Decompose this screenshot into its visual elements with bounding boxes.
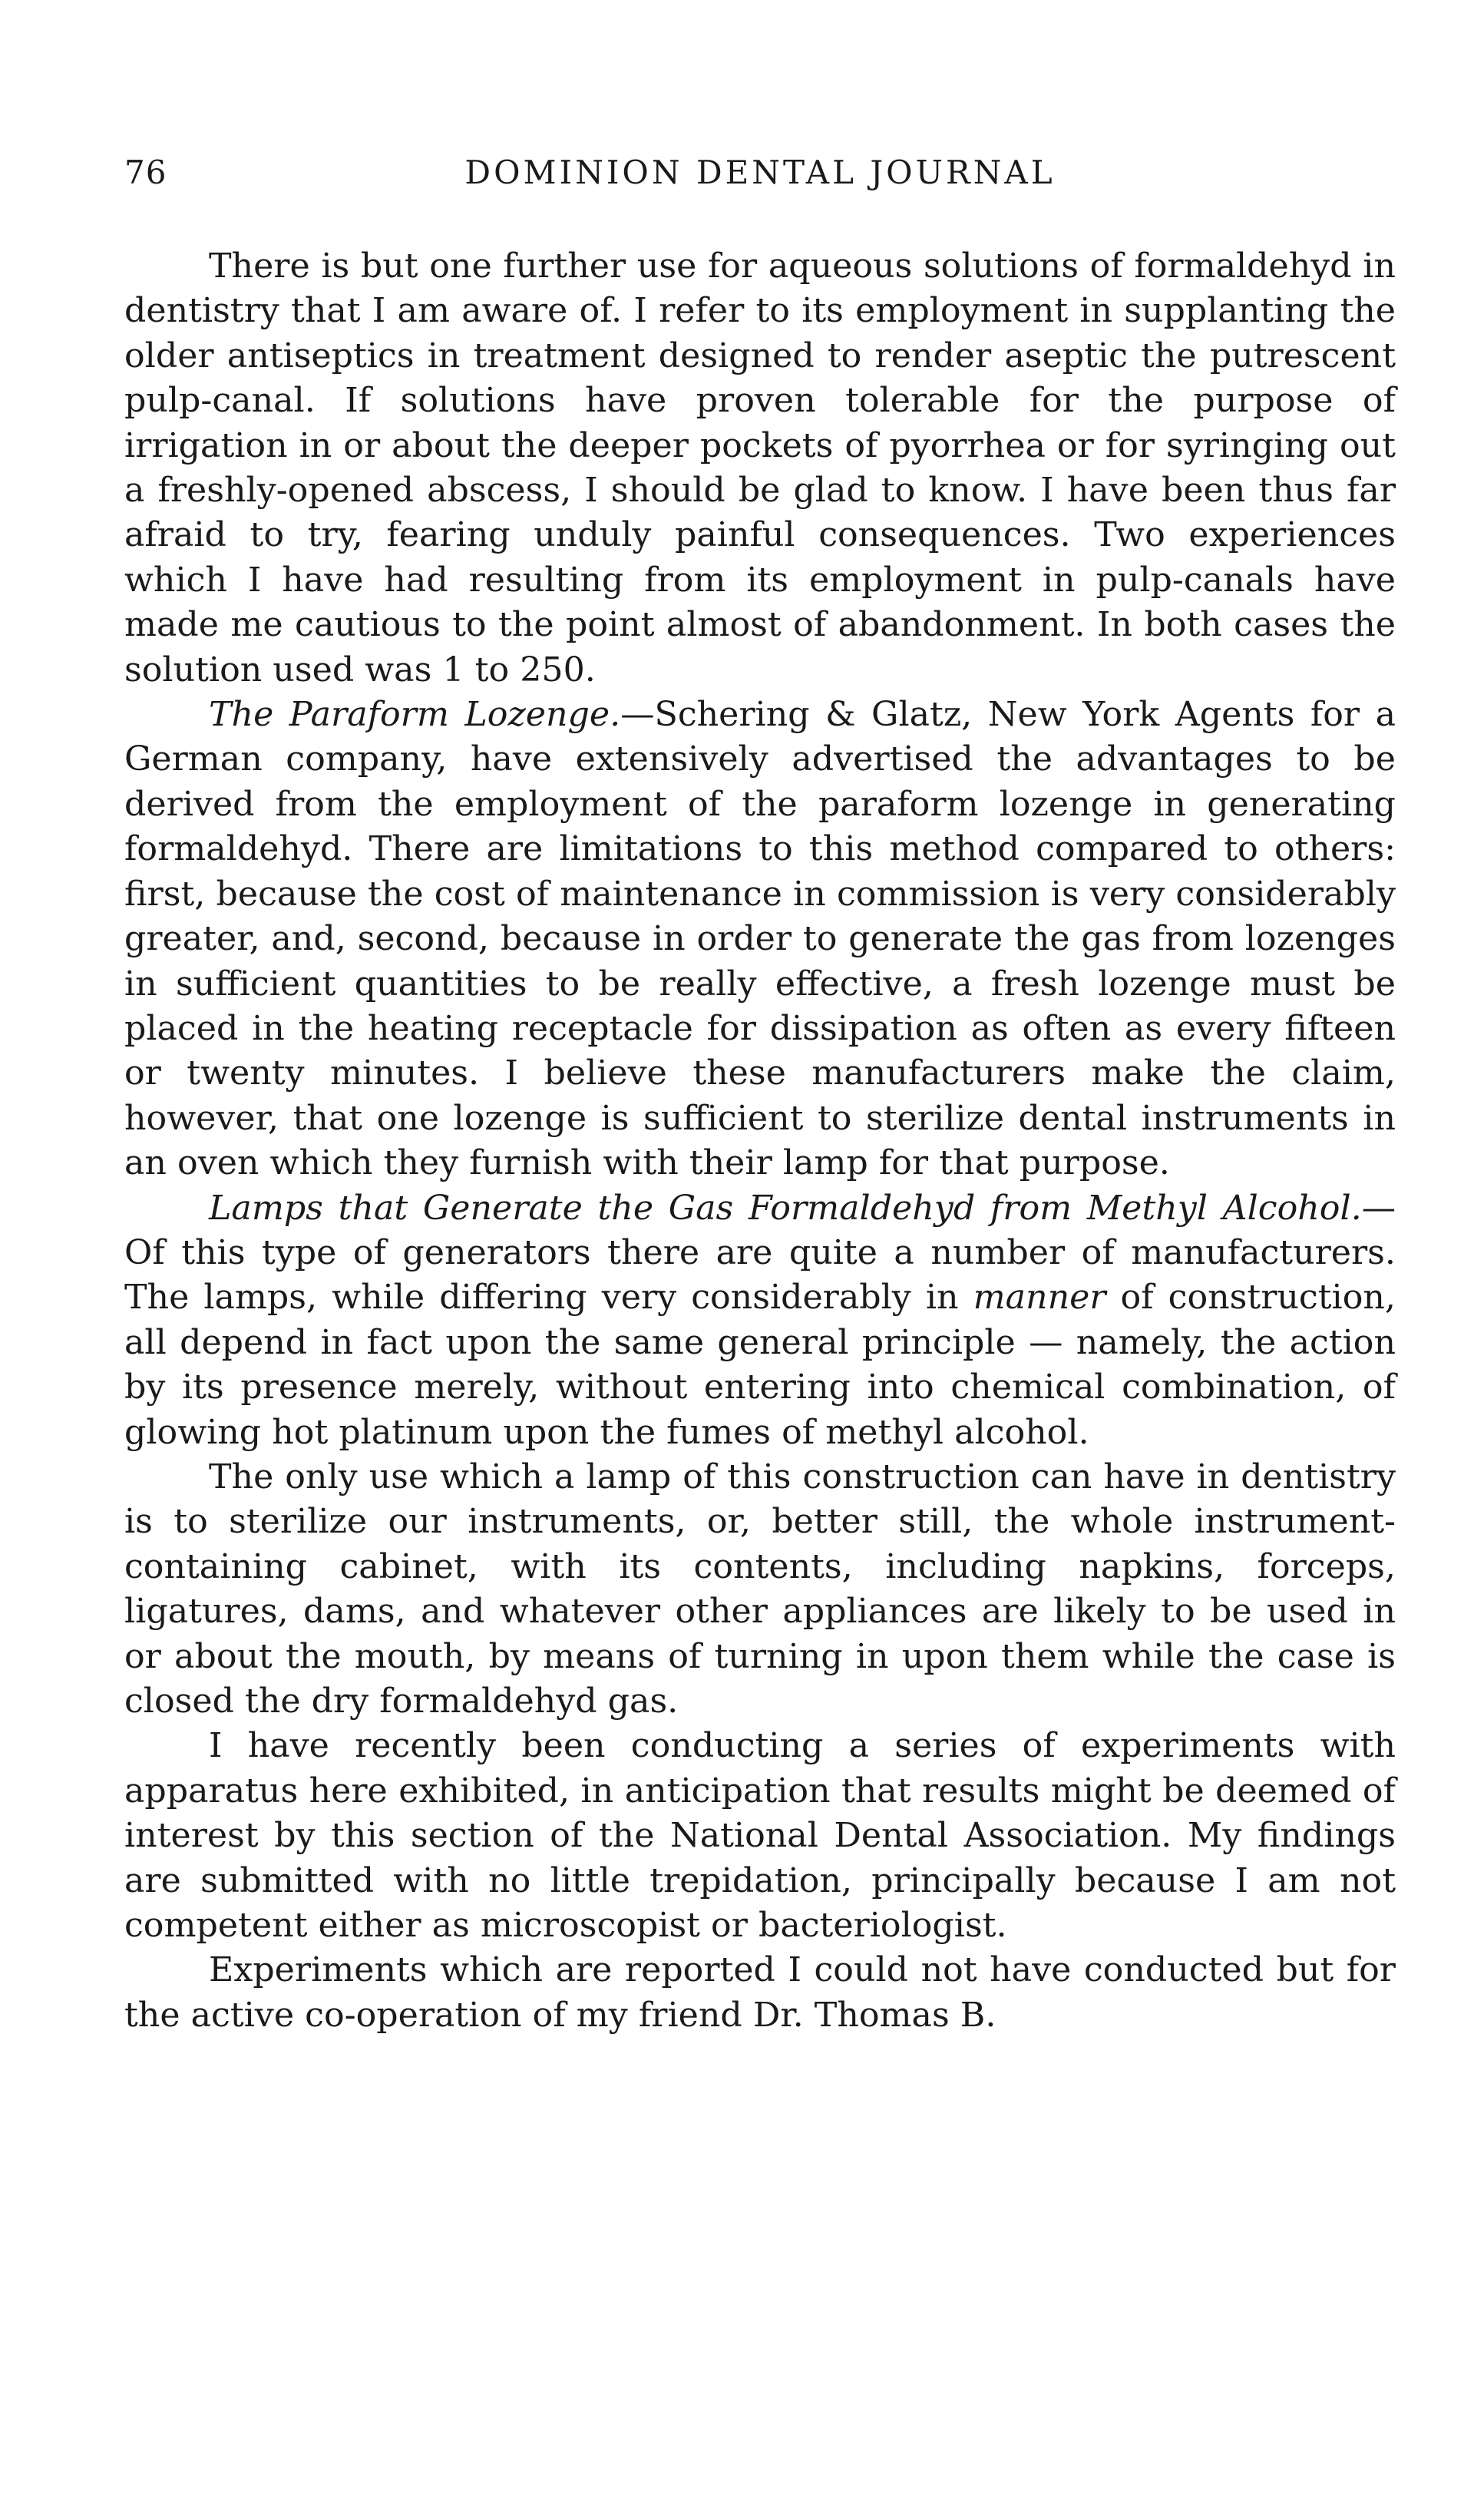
paragraph-text: of construction, all depend in fact upon the same general principle — namely, the action by its presence merely, without entering into chemical combination, of glowing hot platinum upon the fumes of methyl alcohol. xyxy=(124,1278,1396,1452)
paragraph-paraform-lozenge xyxy=(124,693,1396,1186)
section-heading: Lamps that Generate the Gas Formaldehyd from Methyl Alcohol. xyxy=(209,1188,1362,1228)
journal-page xyxy=(124,154,1396,2038)
emphasis-word: manner xyxy=(973,1278,1106,1318)
section-heading: The Paraform Lozenge. xyxy=(209,695,621,735)
paragraph-text: There is but one further use for aqueous solutions of formaldehyd in dentistry that I am aware of. I refer to its employment in supplanting the older antiseptics in treatment designed to render aseptic the putrescent pulp-canal. If solutions have proven tolerable for the purpose of irrigation in or about the deeper pockets of pyorrhea or for syringing out a freshly-opened abscess, I should be glad to know. I have been thus far afraid to try, fearing unduly painful consequences. Two experiences which I have had resulting from its employment in pulp-canals have made me cautious to the point almost of abandonment. In both cases the solution used was 1 to 250. xyxy=(124,246,1396,690)
paragraph-text: The only use which a lamp of this construction can have in dentistry is to sterilize our instruments, or, better still, the whole instrument-containing cabinet, with its contents, including napkins, forceps, ligatures, dams, and whatever other appliances are likely to be used in or about the mouth, by means of turning in upon them while the case is closed the dry formaldehyd gas. xyxy=(124,1457,1396,1721)
paragraph-text: —Schering & Glatz, New York Agents for a German company, have extensively advertised the advantages to be derived from the employment of the paraform lozenge in generating formaldehyd. There are limitations to this method compared to others: first, because the cost of maintenance in commission is very considerably greater, and, second, because in order to generate the gas from lozenges in sufficient quantities to be really effective, a fresh lozenge must be placed in the heating receptacle for dissipation as often as every fifteen or twenty minutes. I believe these manufacturers make the claim, however, that one lozenge is sufficient to sterilize dental instruments in an oven which they furnish with their lamp for that purpose. xyxy=(124,695,1396,1183)
paragraph-text: I have recently been conducting a series of experiments with apparatus here exhibited, in anticipation that results might be deemed of interest by this section of the National Dental Association. My findings are submitted with no little trepidation, principally because I am not competent either as microscopist or bacteriologist. xyxy=(124,1726,1396,1946)
paragraph-aqueous-solutions xyxy=(124,244,1396,693)
running-title: DOMINION DENTAL JOURNAL xyxy=(464,154,1056,191)
page-header xyxy=(124,154,1396,200)
paragraph-text: —Of this type of generators there are quite a number of manufacturers. The lamps, while differing very considerably in xyxy=(124,1188,1396,1318)
paragraph-lamps xyxy=(124,1186,1396,1455)
paragraph-text: Experiments which are reported I could not have conducted but for the active co-operation of my friend Dr. Thomas B. xyxy=(124,1950,1396,2035)
paragraph-experiments xyxy=(124,1724,1396,1948)
paragraph-acknowledgement xyxy=(124,1948,1396,2038)
page-number: 76 xyxy=(124,154,167,191)
paragraph-lamp-use xyxy=(124,1455,1396,1724)
